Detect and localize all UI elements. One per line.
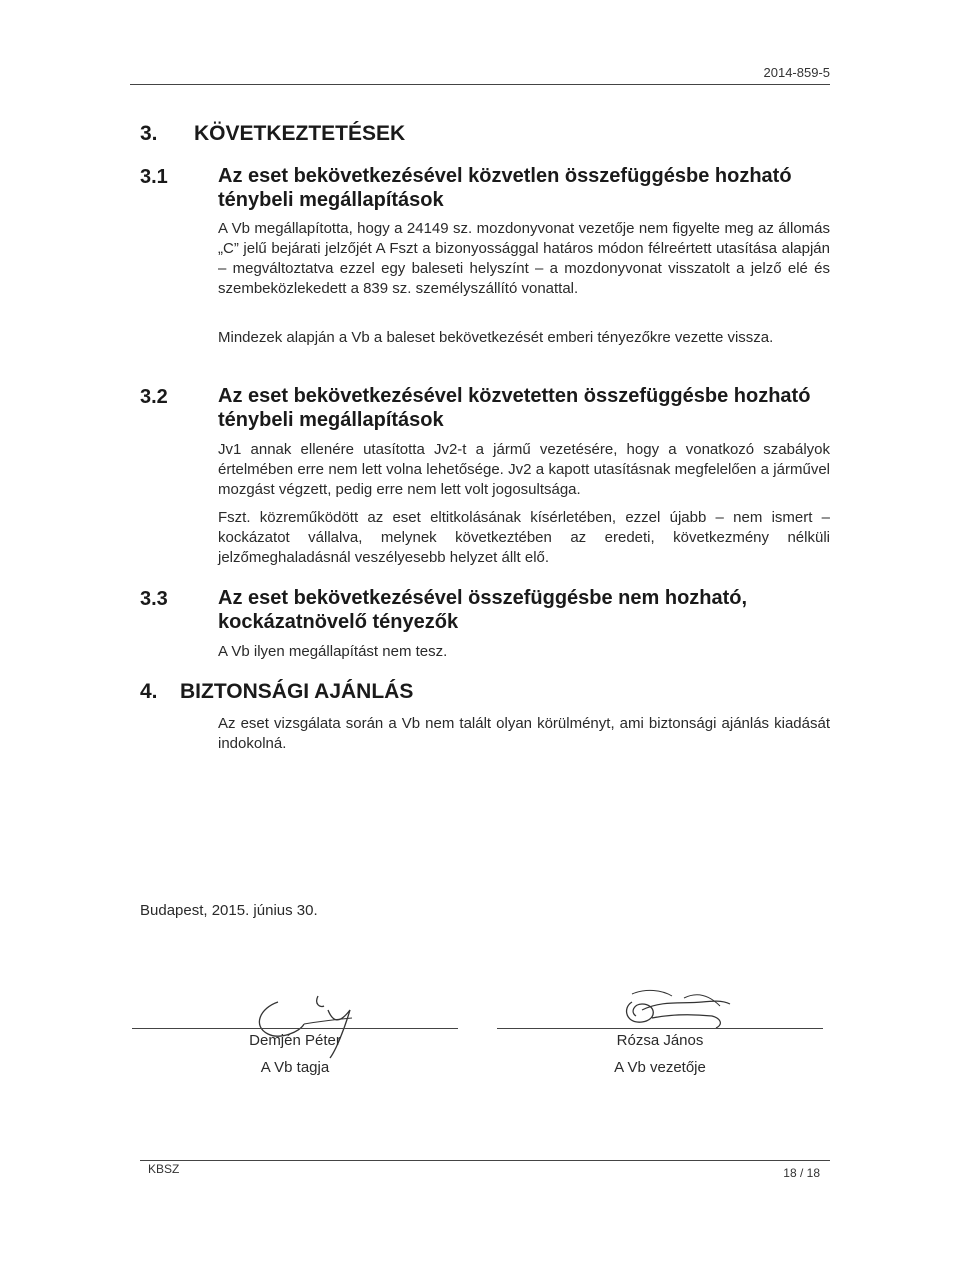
section-3-1-title: Az eset bekövetkezésével közvetlen összefüggésbe hozható ténybeli megállapítások: [218, 165, 792, 211]
footer-org: KBSZ: [148, 1162, 180, 1176]
section-4-heading: [140, 680, 413, 704]
section-number: 3.: [140, 122, 158, 145]
section-number: 3.2: [140, 386, 168, 408]
paragraph: Mindezek alapján a Vb a baleset bekövetkezését emberi tényezőkre vezette vissza.: [218, 329, 774, 346]
document-id: 2014-859-5: [763, 65, 830, 80]
section-3-heading: [140, 122, 405, 146]
signature-line-left: [132, 1028, 458, 1029]
page-number: 18 / 18: [783, 1166, 820, 1180]
place-date: Budapest, 2015. június 30.: [140, 902, 318, 919]
signature-right: [612, 980, 752, 1040]
section-number: 3.1: [140, 166, 168, 188]
paragraph: Az eset vizsgálata során a Vb nem talált olyan körülményt, ami biztonsági ajánlás kiadását indokolná.: [218, 715, 830, 752]
signatory-role: A Vb tagja: [260, 1059, 330, 1076]
section-title: BIZTONSÁGI AJÁNLÁS: [180, 680, 414, 703]
paragraph: Jv1 annak ellenére utasította Jv2-t a jármű vezetésére, hogy a vonatkozó szabályok értelmében erre nem lett volna lehetősége. Jv2 a kapott utasításnak megfelelően a járművel mozgást végzett, pedig erre nem lett volt jogosultsága.: [218, 441, 830, 498]
signature-left: [240, 990, 380, 1060]
header-rule: [130, 84, 830, 85]
section-number: 4.: [140, 680, 158, 703]
signatory-name: Rózsa János: [616, 1032, 704, 1049]
signature-line-right: [497, 1028, 823, 1029]
signatory-name: Demjén Péter: [249, 1032, 341, 1049]
section-3-2-title: Az eset bekövetkezésével közvetetten összefüggésbe hozható ténybeli megállapítások: [218, 385, 811, 431]
paragraph: Fszt. közreműködött az eset eltitkolásának kísérletében, ezzel újabb – nem ismert – kockázatot vállalva, melynek következtében az eredeti, következmény nélküli jelzőmeghaladásnál veszélyesebb helyzet állt elő.: [218, 509, 830, 566]
footer-rule: [140, 1160, 830, 1161]
signatory-role: A Vb vezetője: [614, 1059, 706, 1076]
paragraph: A Vb ilyen megállapítást nem tesz.: [218, 643, 448, 660]
section-3-3-title: Az eset bekövetkezésével összefüggésbe nem hozható, kockázatnövelő tényezők: [218, 587, 748, 633]
paragraph: A Vb megállapította, hogy a 24149 sz. mozdonyvonat vezetője nem figyelte meg az állomás „C” jelű bejárati jelzőjét A Fszt a bizonyossággal határos módon félreértett utasítása alapján – megváltoztatva ezzel egy baleseti helyszínt – a mozdonyvonat visszatolt a jelző elé és szembeközlekedett a 839 sz. személyszállító vonattal.: [218, 220, 830, 297]
section-title: KÖVETKEZTETÉSEK: [194, 122, 406, 145]
section-number: 3.3: [140, 588, 168, 610]
